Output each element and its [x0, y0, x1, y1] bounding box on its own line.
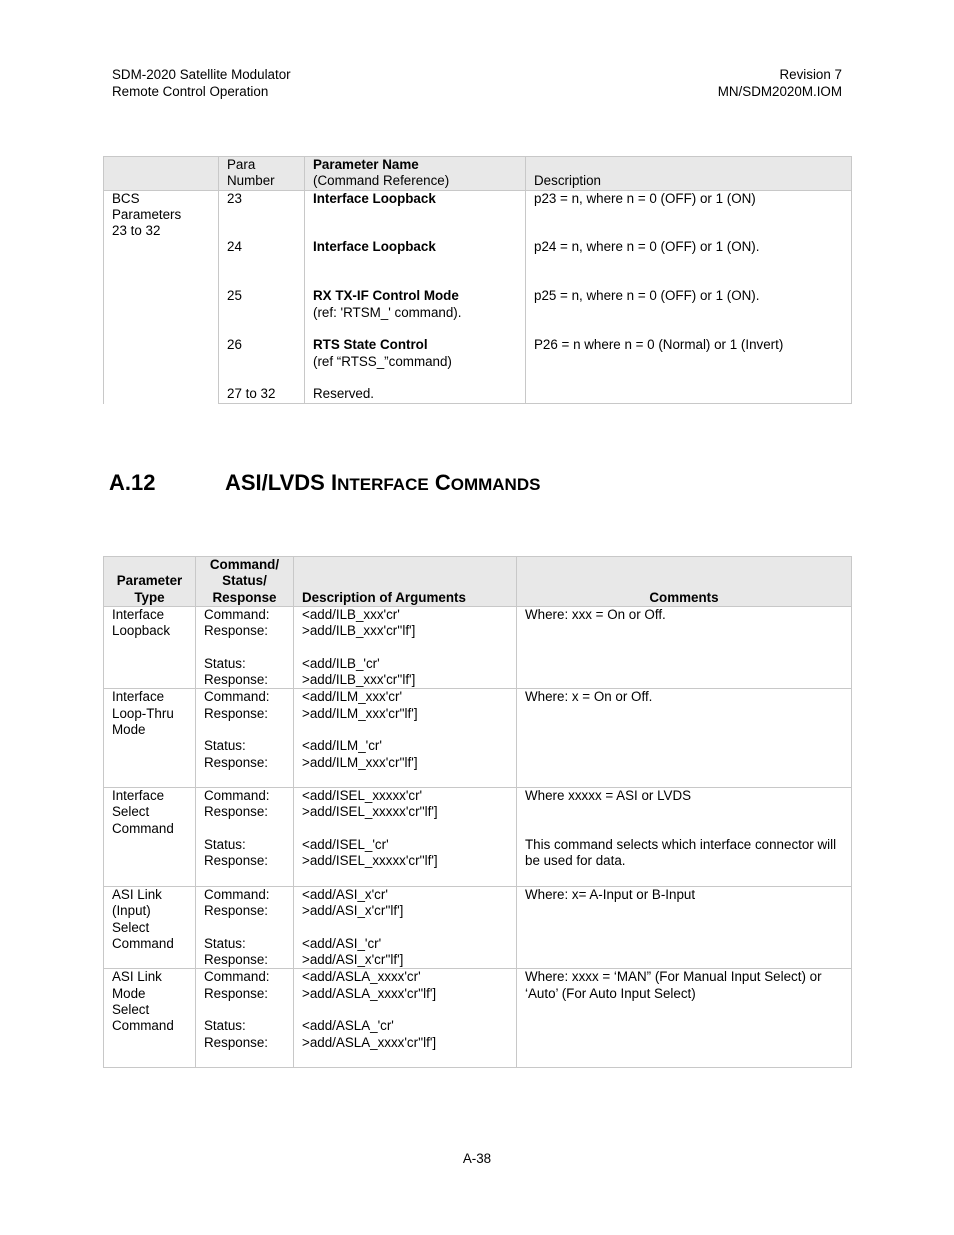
command-labels: Command: Response: Status: Response: — [196, 969, 294, 1068]
bcs-parameters-table — [103, 156, 852, 404]
section-title: ASI/LVDS INTERFACE COMMANDS — [225, 470, 541, 495]
header-cell-description-of-arguments: Description of Arguments — [294, 557, 517, 607]
header-chapter: Remote Control Operation — [112, 83, 269, 99]
header-cell-comments: Comments — [517, 557, 852, 607]
table-header-row — [104, 157, 852, 191]
argument-syntax: <add/ASI_x'cr' >add/ASI_x'cr''lf'] <add/ASI_'cr' >add/ASI_x'cr''lf'] — [294, 886, 517, 968]
para-number: 26 — [219, 337, 305, 386]
argument-syntax: <add/ILB_xxx'cr' >add/ILB_xxx'cr''lf'] <add/ILB_'cr' >add/ILB_xxx'cr''lf'] — [294, 606, 517, 688]
section-heading — [109, 470, 540, 496]
parameter-description: p24 = n, where n = 0 (OFF) or 1 (ON). — [526, 239, 852, 288]
group-label: BCS Parameters 23 to 32 — [104, 190, 219, 404]
argument-syntax: <add/ISEL_xxxxx'cr' >add/ISEL_xxxxx'cr''lf'] <add/ISEL_'cr' >add/ISEL_xxxxx'cr''lf'] — [294, 788, 517, 887]
parameter-type: ASI Link (Input) Select Command — [104, 886, 196, 968]
page-number: A-38 — [462, 1151, 492, 1166]
table-row — [104, 190, 852, 239]
comment-cell: Where: xxx = On or Off. — [517, 606, 852, 688]
command-labels: Command: Response: Status: Response: — [196, 606, 294, 688]
para-number: 27 to 32 — [219, 386, 305, 404]
parameter-name: RX TX-IF Control Mode (ref: 'RTSM_' command). — [305, 288, 526, 337]
parameter-name: RTS State Control (ref “RTSS_”command) — [305, 337, 526, 386]
comment-cell: Where xxxxx = ASI or LVDS This command selects which interface connector will be used for data. — [517, 788, 852, 887]
asi-lvds-commands-table — [103, 556, 852, 1068]
header-cell-command-status-response: Command/ Status/ Response — [196, 557, 294, 607]
table-row — [104, 788, 852, 887]
header-cell-empty — [104, 157, 219, 191]
table-row — [104, 969, 852, 1068]
argument-syntax: <add/ASLA_xxxx'cr' >add/ASLA_xxxx'cr''lf'] <add/ASLA_'cr' >add/ASLA_xxxx'cr''lf'] — [294, 969, 517, 1068]
header-revision: Revision 7 — [779, 67, 842, 82]
header-cell-para-number: Para Number — [219, 157, 305, 191]
comment-cell: Where: x= A-Input or B-Input — [517, 886, 852, 968]
table-row — [104, 886, 852, 968]
parameter-name: Interface Loopback — [305, 190, 526, 239]
parameter-description — [526, 386, 852, 404]
parameter-type: Interface Loop-Thru Mode — [104, 689, 196, 788]
section-number: A.12 — [109, 470, 156, 495]
argument-syntax: <add/ILM_xxx'cr' >add/ILM_xxx'cr''lf'] <add/ILM_'cr' >add/ILM_xxx'cr''lf'] — [294, 689, 517, 788]
parameter-description: p25 = n, where n = 0 (OFF) or 1 (ON). — [526, 288, 852, 337]
page-header-right — [718, 67, 842, 100]
table-row — [104, 689, 852, 788]
parameter-description: p23 = n, where n = 0 (OFF) or 1 (ON) — [526, 190, 852, 239]
para-number: 25 — [219, 288, 305, 337]
header-cell-description: Description — [526, 157, 852, 191]
header-cell-parameter-type: Parameter Type — [104, 557, 196, 607]
para-number: 24 — [219, 239, 305, 288]
header-cell-parameter-name: Parameter Name (Command Reference) — [305, 157, 526, 191]
comment-cell: Where: xxxx = ‘MAN” (For Manual Input Select) or ‘Auto’ (For Auto Input Select) — [517, 969, 852, 1068]
table-row — [104, 606, 852, 688]
command-labels: Command: Response: Status: Response: — [196, 788, 294, 887]
command-labels: Command: Response: Status: Response: — [196, 689, 294, 788]
parameter-type: ASI Link Mode Select Command — [104, 969, 196, 1068]
command-labels: Command: Response: Status: Response: — [196, 886, 294, 968]
page-header-left — [112, 67, 291, 100]
para-number: 23 — [219, 190, 305, 239]
parameter-name: Interface Loopback — [305, 239, 526, 288]
header-product: SDM-2020 Satellite Modulator — [112, 67, 291, 82]
header-doc-id: MN/SDM2020M.IOM — [717, 83, 842, 99]
table-header-row — [104, 557, 852, 607]
parameter-description: P26 = n where n = 0 (Normal) or 1 (Invert) — [526, 337, 852, 386]
comment-cell: Where: x = On or Off. — [517, 689, 852, 788]
parameter-type: Interface Select Command — [104, 788, 196, 887]
parameter-type: Interface Loopback — [104, 606, 196, 688]
parameter-name: Reserved. — [305, 386, 526, 404]
